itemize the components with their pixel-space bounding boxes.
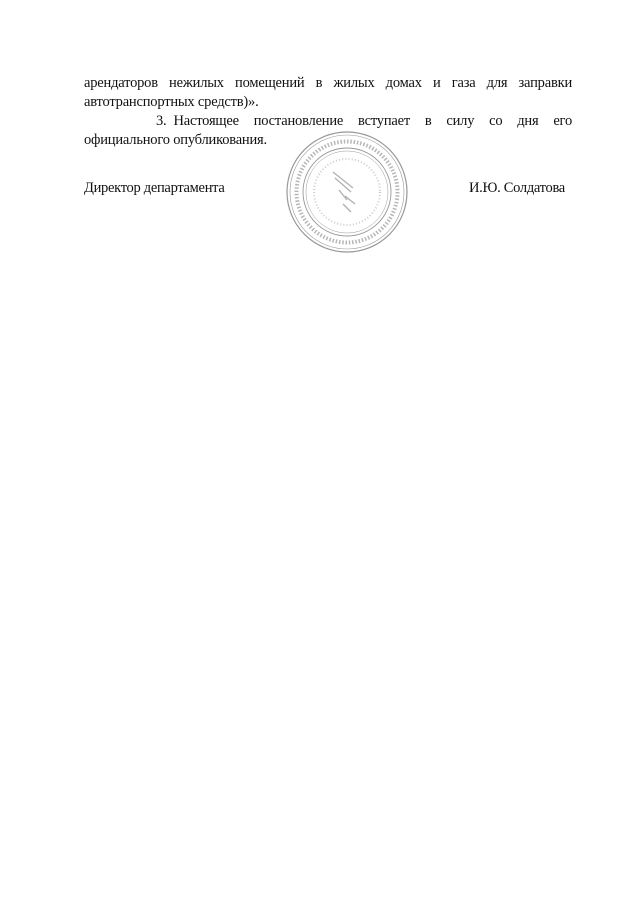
- signatory-name: И.Ю. Солдатова: [469, 180, 565, 196]
- paragraph-number: 3.: [156, 113, 167, 129]
- signatory-title: Директор департамента: [84, 180, 225, 196]
- round-seal-icon: [285, 130, 409, 254]
- paragraph-continuation: арендаторов нежилых помещений в жилых домах и газа для заправки автотранспортных средств)».: [84, 75, 572, 110]
- paragraph-text: Настоящее постановление вступает в силу со дня его официального опубликования.: [84, 113, 572, 148]
